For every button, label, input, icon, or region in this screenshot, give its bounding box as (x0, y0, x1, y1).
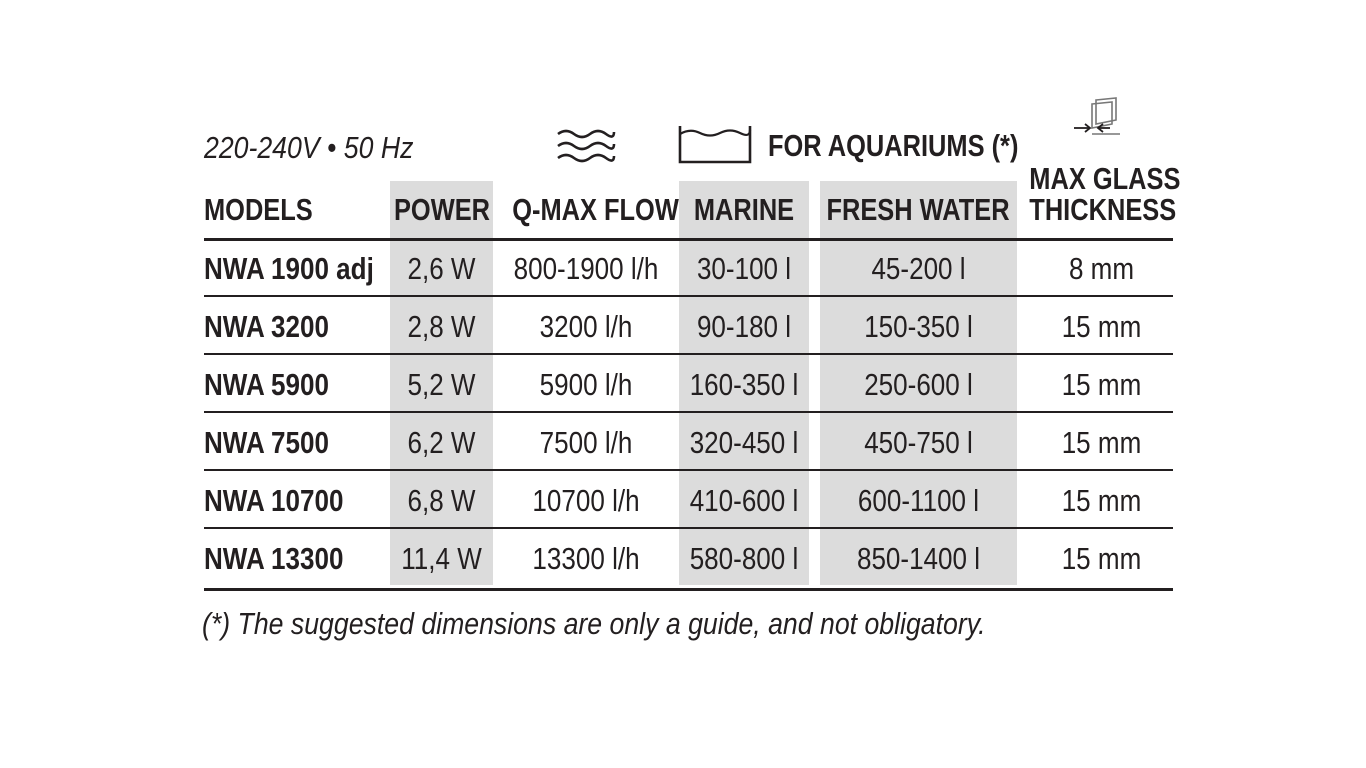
marine-cell: 90-180 l (696, 309, 792, 344)
marine-cell: 320-450 l (689, 425, 799, 460)
flow-cell: 5900 l/h (539, 367, 633, 402)
model-cell: NWA 1900 adj (204, 251, 374, 286)
voltage-label: 220-240V • 50 Hz (204, 130, 414, 165)
fresh-cell: 600-1100 l (857, 483, 980, 518)
power-cell: 2,8 W (407, 309, 476, 344)
power-cell: 11,4 W (401, 541, 482, 576)
footnote: (*) The suggested dimensions are only a guide, and not obligatory. (202, 606, 986, 641)
flow-cell: 7500 l/h (539, 425, 633, 460)
table-row (0, 298, 1366, 356)
marine-cell: 580-800 l (689, 541, 799, 576)
wave-icon (556, 128, 616, 164)
header-power: POWER (393, 192, 491, 227)
glass-thickness-icon (1072, 96, 1122, 140)
flow-cell: 3200 l/h (539, 309, 633, 344)
table-row (0, 414, 1366, 472)
glass-cell: 15 mm (1061, 309, 1142, 344)
power-cell: 2,6 W (407, 251, 476, 286)
table-row (0, 240, 1366, 298)
glass-cell: 15 mm (1061, 483, 1142, 518)
header-max-glass (1029, 161, 1181, 227)
fresh-cell: 450-750 l (864, 425, 973, 460)
header-models: MODELS (204, 192, 313, 227)
header-marine: MARINE (693, 192, 795, 227)
header-fresh-water: FRESH WATER (826, 192, 1010, 227)
power-cell: 6,8 W (407, 483, 476, 518)
flow-cell: 10700 l/h (532, 483, 640, 518)
header-flow: Q-MAX FLOW (512, 192, 679, 227)
marine-cell: 410-600 l (689, 483, 799, 518)
table-row (0, 530, 1366, 588)
glass-cell: 15 mm (1061, 541, 1142, 576)
header-max-glass-line2: THICKNESS (1029, 192, 1177, 227)
glass-cell: 15 mm (1061, 367, 1142, 402)
power-cell: 5,2 W (407, 367, 476, 402)
model-cell: NWA 7500 (204, 425, 329, 460)
flow-cell: 800-1900 l/h (513, 251, 659, 286)
table-row (0, 356, 1366, 414)
marine-cell: 160-350 l (689, 367, 799, 402)
marine-cell: 30-100 l (696, 251, 792, 286)
fresh-cell: 250-600 l (864, 367, 973, 402)
fresh-cell: 45-200 l (871, 251, 966, 286)
fresh-cell: 850-1400 l (856, 541, 981, 576)
bottom-rule (204, 588, 1173, 591)
glass-cell: 8 mm (1068, 251, 1135, 286)
aquarium-title: FOR AQUARIUMS (*) (768, 128, 1019, 163)
model-cell: NWA 3200 (204, 309, 329, 344)
model-cell: NWA 5900 (204, 367, 329, 402)
table-row (0, 472, 1366, 530)
header-max-glass-line1: MAX GLASS (1029, 161, 1181, 196)
glass-cell: 15 mm (1061, 425, 1142, 460)
aquarium-tank-icon (678, 124, 752, 164)
power-cell: 6,2 W (407, 425, 476, 460)
model-cell: NWA 10700 (204, 483, 344, 518)
fresh-cell: 150-350 l (864, 309, 973, 344)
model-cell: NWA 13300 (204, 541, 344, 576)
flow-cell: 13300 l/h (532, 541, 640, 576)
